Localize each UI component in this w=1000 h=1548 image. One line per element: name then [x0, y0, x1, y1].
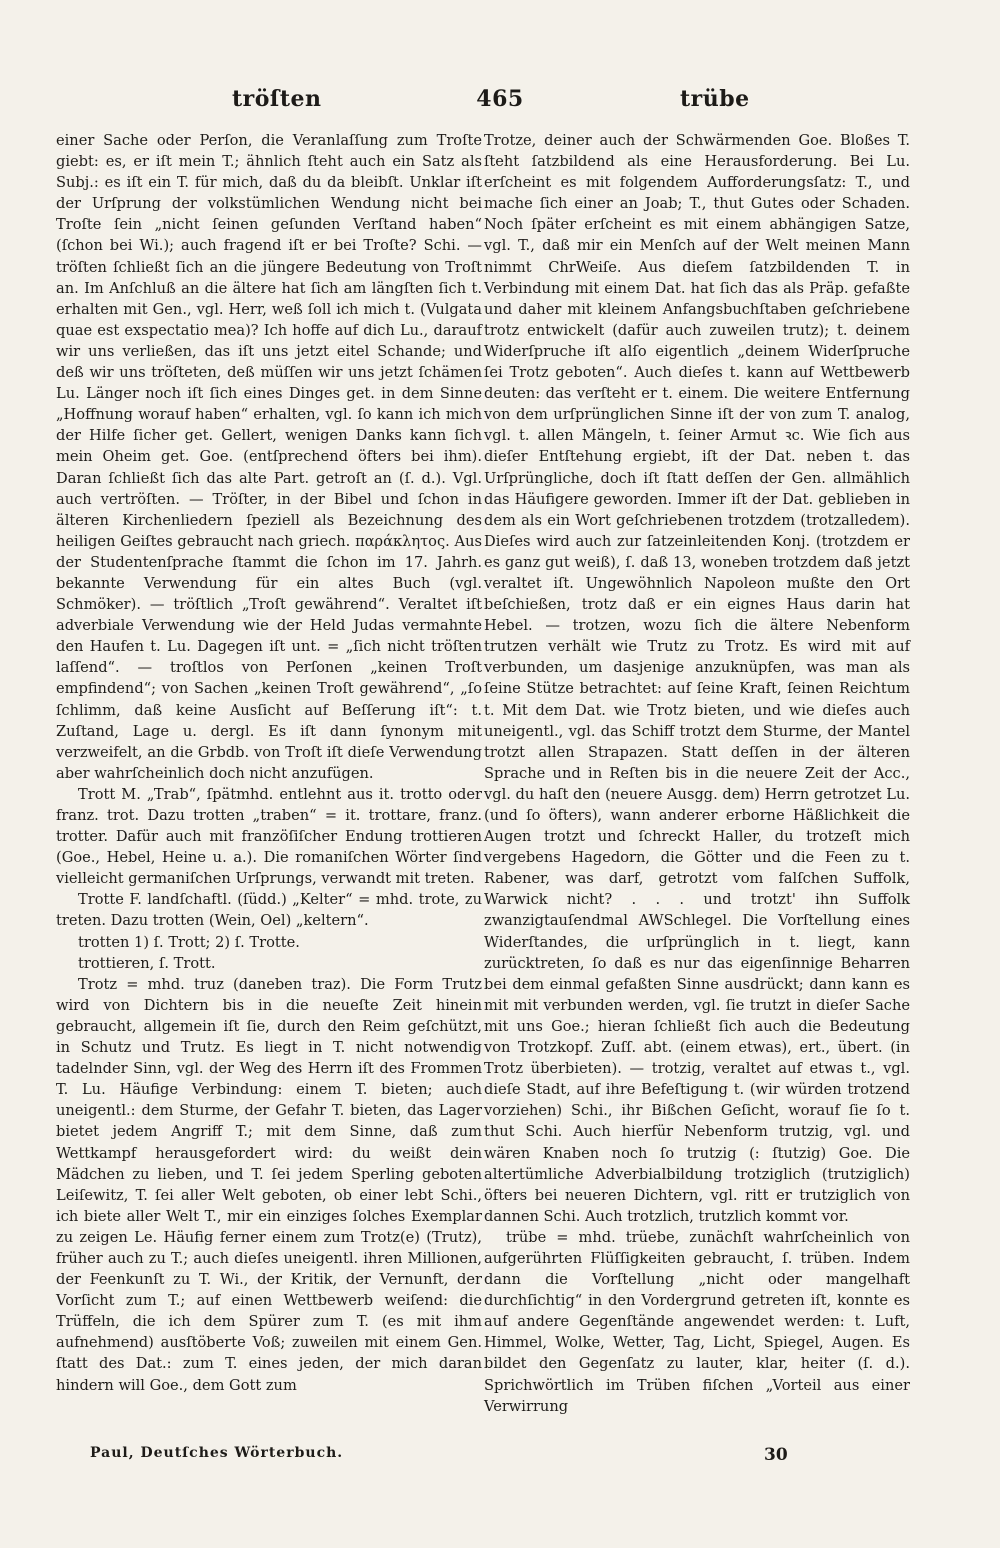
sheet-number: 30	[764, 1445, 788, 1465]
entry-paragraph: trotten 1) ſ. Trott; 2) ſ. Trotte.	[78, 933, 300, 951]
entry-paragraph: trübe = mhd. trüebe, zunächſt wahrſcheinlich von aufgerührten Flüſſigkeiten gebraucht, ſ. trüben. Indem dann die Vorſtellung „nicht oder mangelhaft durchſichtig“ in den Vordergrund getreten iſt, konnte es auf andere Gegenſtände angewendet werden: t. Luft, Himmel, Wolke, Wetter, Tag, Licht, Spiegel, Augen. Es bildet den Gegenſatz zu lauter, klar, heiter (ſ. d.). Sprichwörtlich im Trüben fiſchen „Vorteil aus einer Verwirrung	[484, 1228, 910, 1415]
running-head-left: tröſten	[232, 86, 322, 112]
entry-paragraph: Trotze, deiner auch der Schwärmenden Goe. Bloßes T. ſteht ſatzbildend als eine Herausforderung. Bei Lu. erſcheint es mit folgendem Aufforderungsſatz: T., und mache ſich einer an Joab; T., thut Gutes oder Schaden. Noch ſpäter erſcheint es mit einem abhängigen Satze, vgl. T., daß mir ein Menſch auf der Welt meinen Mann nimmt ChrWeiſe. Aus dieſem ſatzbildenden T. in Verbindung mit einem Dat. hat ſich das als Präp. gefaßte und daher mit kleinem Anfangsbuchſtaben geſchriebene trotz entwickelt (dafür auch zuweilen trutz); t. deinem Widerſpruche iſt alſo eigentlich „deinem Widerſpruche ſei Trotz geboten“. Auch dieſes t. kann auf Wettbewerb deuten: das verſteht er t. einem. Die weitere Entfernung von dem urſprünglichen Sinne iſt der von zum T. analog, vgl. t. allen Mängeln, t. ſeiner Armut ꝛc. Wie ſich aus dieſer Entſtehung ergiebt, iſt der Dat. neben t. das Urſprüngliche, doch iſt ſtatt deſſen der Gen. allmählich das Häufigere geworden. Immer iſt der Dat. geblieben in dem als ein Wort geſchriebenen trotzdem (trotzalledem). Dieſes wird auch zur ſatzeinleitenden Konj. (trotzdem er es ganz gut weiß), ſ. daß 13, woneben trotzdem daß jetzt veraltet iſt. Ungewöhnlich Napoleon mußte den Ort beſchießen, trotz daß er ein eignes Haus darin hat Hebel. — trotzen, wozu ſich die ältere Nebenform trutzen verhält wie Trutz zu Trotz. Es wird mit auf verbunden, um dasjenige anzuknüpfen, was man als ſeine Stütze betrachtet: auf ſeine Kraft, ſeinen Reichtum t. Mit dem Dat. wie Trotz bieten, und wie dieſes auch uneigentl., vgl. das Schiff trotzt dem Sturme, der Mantel trotzt allen Strapazen. Statt deſſen in der älteren Sprache und in Reſten bis in die neuere Zeit der Acc., vgl. du haſt den (neuere Ausgg. dem) Herrn getrotzet Lu. (und ſo öfters), wann anderer erborne Häßlichkeit die Augen trotzt und ſchreckt Haller, du trotzeſt mich vergebens Hagedorn, die Götter und die Feen zu t. Rabener, was darf, getrotzt vom falſchen Suffolk, Warwick nicht? . . . und trotzt' ihn Suffolk zwanzigtauſendmal AWSchlegel. Die Vorſtellung eines Widerſtandes, die urſprünglich in t. liegt, kann zurücktreten, ſo daß es nur das eigenſinnige Beharren bei dem einmal gefaßten Sinne ausdrückt; dann kann es mit mit verbunden werden, vgl. ſie trutzt in dieſer Sache mit uns Goe.; hieran ſchließt ſich auch die Bedeutung von Trotzkopf. Zuſſ. abt. (einem etwas), ert., übert. (in Trotz überbieten). — trotzig, veraltet auf etwas t., vgl. dieſe Stadt, auf ihre Befeſtigung t. (wir würden trotzend vorziehen) Schi., ihr Bißchen Geſicht, worauf ſie ſo t. thut Schi. Auch hierfür Nebenform trutzig, vgl. und wären Knaben noch ſo trutzig (: ſtutzig) Goe. Die altertümliche Adverbialbildung trotziglich (trutziglich) öfters bei neueren Dichtern, vgl. ritt er trutziglich von dannen Schi. Auch trotzlich, trutzlich kommt vor.	[484, 132, 910, 1225]
running-head-right: trübe	[680, 86, 750, 112]
entry-paragraph: Trotte F. landſchaftl. (ſüdd.) „Kelter“ = mhd. trote, zu treten. Dazu trotten (Wein, Oel) „keltern“.	[56, 891, 482, 930]
right-column	[484, 130, 910, 1417]
footer-signature: Paul, Deutſches Wörterbuch.	[90, 1445, 344, 1461]
entry-paragraph: einer Sache oder Perſon, die Veranlaſſung zum Troſte giebt: es, er iſt mein T.; ähnlich ſteht auch ein Satz als Subj.: es iſt ein T. für mich, daß du da bleibſt. Unklar iſt der Urſprung der volkstümlichen Wendung nicht bei Troſte ſein „nicht ſeinen geſunden Verſtand haben“ (ſchon bei Wi.); auch fragend iſt er bei Troſte? Schi. — tröſten ſchließt ſich an die jüngere Bedeutung von Troſt an. Im Anſchluß an die ältere hat ſich am längſten ſich t. erhalten mit Gen., vgl. Herr, weß ſoll ich mich t. (Vulgata quae est exspectatio mea)? Ich hoffe auf dich Lu., darauf wir uns verließen, das iſt uns jetzt eitel Schande; und deß wir uns tröſteten, deß müſſen wir uns jetzt ſchämen Lu. Länger noch iſt ſich eines Dinges get. in dem Sinne „Hoffnung worauf haben“ erhalten, vgl. ſo kann ich mich der Hilfe ſicher get. Gellert, wenigen Danks kann ſich mein Oheim get. Goe. (entſprechend öfters bei ihm). Daran ſchließt ſich das alte Part. getroſt an (ſ. d.). Vgl. auch vertröſten. — Tröſter, in der Bibel und ſchon in älteren Kirchenliedern ſpeziell als Bezeichnung des heiligen Geiſtes gebraucht nach griech. παράκλητος. Aus der Studentenſprache ſtammt die ſchon im 17. Jahrh. bekannte Verwendung für ein altes Buch (vgl. Schmöker). — tröſtlich „Troſt gewährend“. Veraltet iſt adverbiale Verwendung wie der Held Judas vermahnte den Haufen t. Lu. Dagegen iſt unt. = „ſich nicht tröſten laſſend“. — troſtlos von Perſonen „keinen Troſt empfindend“; von Sachen „keinen Troſt gewährend“, „ſo ſchlimm, daß keine Ausſicht auf Beſſerung iſt“: t. Zuſtand, Lage u. dergl. Es iſt dann ſynonym mit verzweifelt, an die Grbdb. von Troſt iſt dieſe Verwendung aber wahrſcheinlich doch nicht anzufügen.	[56, 132, 482, 782]
entry-paragraph: Trotz = mhd. truz (daneben traz). Die Form Trutz wird von Dichtern bis in die neueſte Zeit hinein gebraucht, allgemein iſt ſie, durch den Reim geſchützt, in Schutz und Trutz. Es liegt in T. nicht notwendig tadelnder Sinn, vgl. der Weg des Herrn iſt des Frommen T. Lu. Häufige Verbindung: einem T. bieten; auch uneigentl.: dem Sturme, der Gefahr T. bieten, das Lager bietet jedem Angriff T.; mit dem Sinne, daß zum Wettkampf herausgefordert wird: du weißt dein Mädchen zu lieben, und T. ſei jedem Sperling geboten Leiſewitz, T. ſei aller Welt geboten, ob einer lebt Schi., ich biete aller Welt T., mir ein einziges ſolches Exemplar zu zeigen Le. Häufig ferner einem zum Trotz(e) (Trutz), früher auch zu T.; auch dieſes uneigentl. ihren Millionen, der Feenkunſt zu T. Wi., der Kritik, der Vernunft, der Vorſicht zum T.; auf einen Wettbewerb weiſend: die Trüffeln, die ich dem Spürer zum T. (es mit ihm aufnehmend) ausſtöberte Voß; zuweilen mit einem Gen. ſtatt des Dat.: zum T. eines jeden, der mich daran hindern will Goe., dem Gott zum	[56, 975, 482, 1394]
entry-paragraph: Trott M. „Trab“, ſpätmhd. entlehnt aus it. trotto oder franz. trot. Dazu trotten „traben“ = it. trottare, franz. trotter. Dafür auch mit franzöſiſcher Endung trottieren (Goe., Hebel, Heine u. a.). Die romaniſchen Wörter ſind vielleicht germaniſchen Urſprungs, verwandt mit treten.	[56, 785, 482, 888]
page-number: 465	[476, 86, 524, 112]
left-column	[56, 130, 482, 1396]
entry-paragraph: trottieren, ſ. Trott.	[78, 954, 216, 972]
